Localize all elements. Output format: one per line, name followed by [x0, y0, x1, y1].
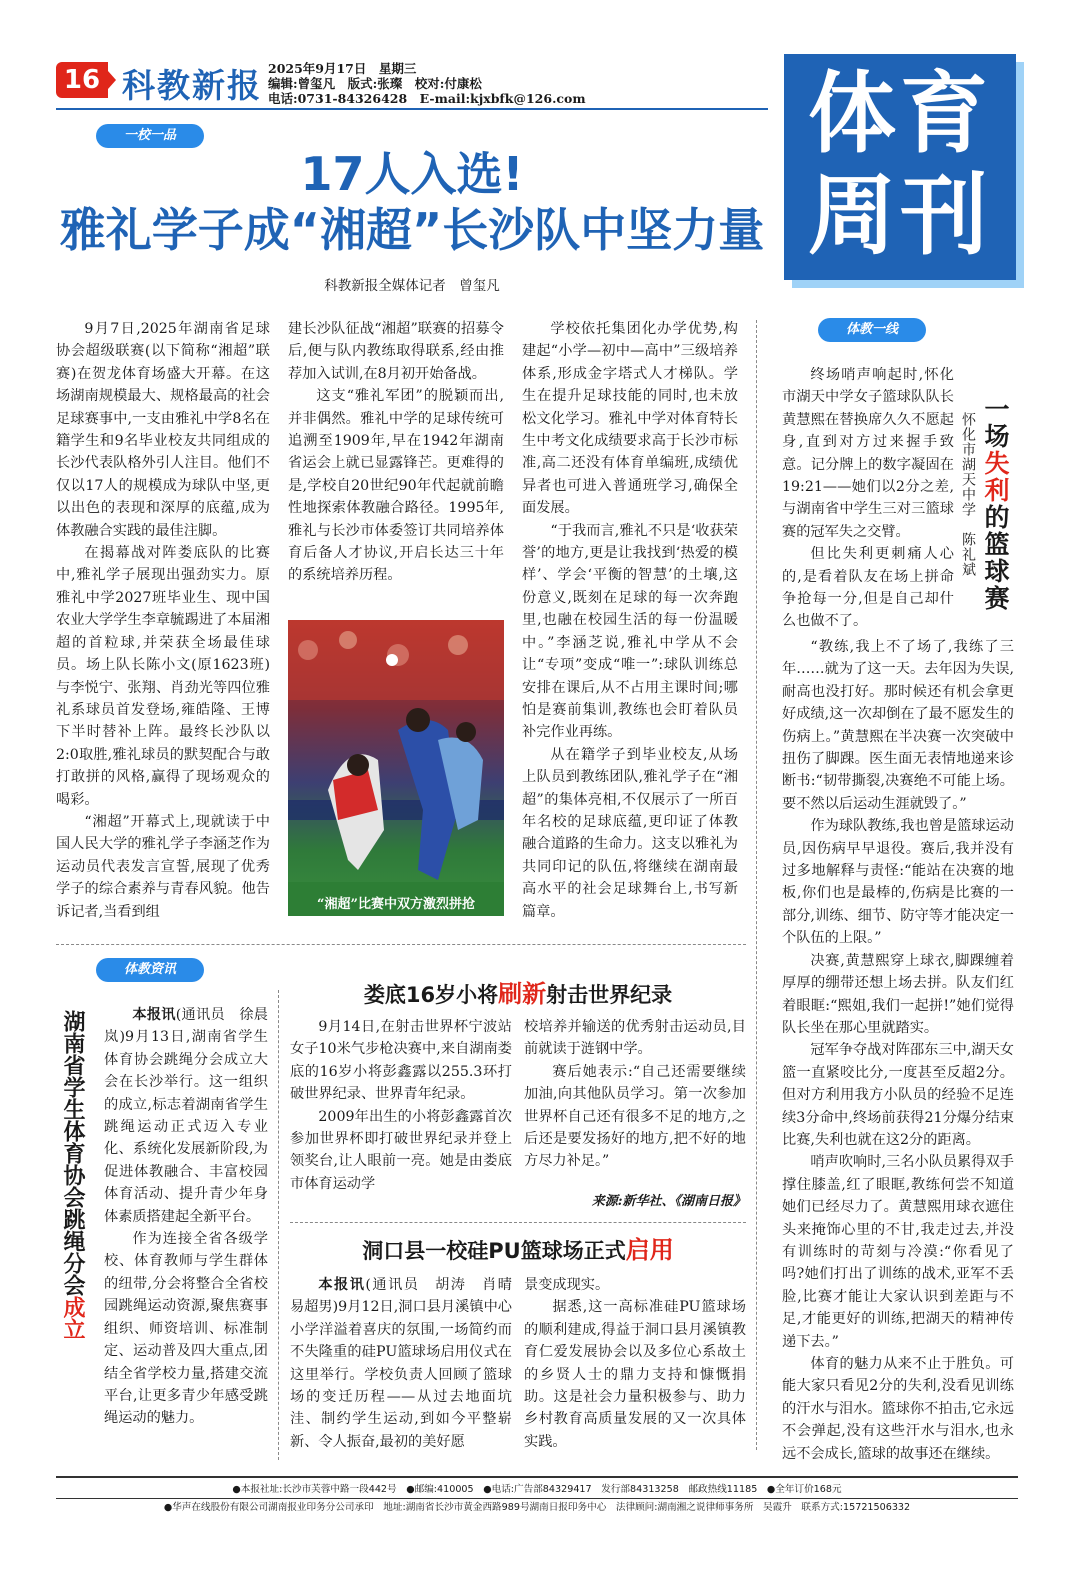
paper-name: 科教新报 [122, 66, 262, 105]
page-number: 16 [63, 65, 101, 95]
court-title-red: 启用 [625, 1236, 674, 1264]
shoot-title-post: 射击世界纪录 [546, 983, 673, 1007]
sidebar-para-3: 决赛,黄慧熙穿上球衣,脚踝缠着厚厚的绷带还想上场去拼。队友们红着眼眶:“熙姐,我们一起拼!”她们觉得队长坐在那心里就踏实。 [782, 952, 1014, 1036]
lead-byline: 科教新报全媒体记者 曾玺凡 [324, 278, 500, 294]
sidebar-tag: 体教一线 [818, 318, 926, 342]
sidebar-para-6: 体育的魅力从来不止于胜负。可能大家只看见2分的失利,没看见训练的汗水与泪水。篮球你不拍击,它永远不会弹起,没有这些汗水与泪水,也永远不会成长,篮球的故事还在继续。 [782, 1356, 1014, 1462]
jump-title-red: 成立 [60, 1296, 85, 1340]
sidebar-para-1: “教练,我上不了场了,我练了三年……就为了这一天。去年因为失误,耐高也没打好。那时候还有机会拿更好成绩,这一次却倒在了最不愿发生的伤病上。”黄慧熙在半决赛一次突破中扭伤了脚踝。医生面无表情地递来诊断书:“韧带撕裂,决赛绝不可能上场。要不然以后运动生涯就毁了。” [782, 639, 1014, 812]
sidebar-lead [782, 364, 954, 642]
lead-col1-para-3: “湘超”开幕式上,现就读于中国人民大学的雅礼学子李涵芝作为运动员代表发言宣誓,展现了优秀学子的综合素养与青春风貌。他告诉记者,当看到组 [56, 813, 270, 920]
jump-title-main: 湖南省学生体育协会跳绳分会 [60, 1010, 85, 1296]
news-inner-divider [278, 990, 279, 1460]
sidebar-title-red: 失利 [981, 450, 1010, 504]
footer-line-2: ●华声在线股份有限公司湖南报业印务分公司承印 地址:湖南省长沙市黄金西路989号湖南日报印务中心 法律顾问:湖南湘之说律师事务所 吴霞升 联系方式:15721506332 [56, 1498, 1018, 1516]
shoot-title-red: 刷新 [498, 980, 547, 1008]
masthead-rule [56, 108, 768, 110]
lead-col3-para-2: “于我而言,雅礼不只是‘收获荣誉’的地方,更是让我找到‘热爱的模样’、学会‘平衡的智慧’的土壤,这份意义,既刻在足球的每一次奔跑里,也融在校园生活的每一份温暖中。”李涵芝说,雅礼中学从不会让“专项”变成“唯一”:球队训练总安排在课后,从不占用主课时间;哪怕是赛前集训,教练也会盯着队员补完作业再练。 [522, 522, 738, 741]
shoot-title [290, 978, 746, 1011]
footer-line-1: ●本报社址:长沙市芙蓉中路一段442号 ●邮编:410005 ●电话:广告部84329417 发行部84313258 邮政热线11185 ●全年订价168元 [232, 1484, 842, 1495]
lead-headline-1: 17人入选! [300, 147, 524, 201]
court-col2-para-1: 景变成现实。 [524, 1277, 610, 1293]
jump-title [58, 1010, 86, 1340]
lead-col1-para-1: 9月7日,2025年湖南省足球协会超级联赛(以下简称“湘超”联赛)在贺龙体育场盛大开幕。在这场湖南规模最大、规格最高的社会足球赛事中,一支由雅礼中学8名在籍学生和9名毕业校友共同组成的长沙代表队格外引人注目。他们不仅以17人的规模成为球队中坚,更以出色的表现和深厚的底蕴,成为体教融合实践的最佳注脚。 [56, 321, 270, 539]
shoot-source: 来源:新华社、《湖南日报》 [591, 1194, 746, 1209]
sidebar-para-5: 哨声吹响时,三名小队员累得双手撑住膝盖,红了眼眶,教练何尝不知道她们已经尽力了。黄慧熙用球衣遮住头来掩饰心里的不甘,我走过去,并没有训练时的苛刻与冷漠:“你看见了吗?她们打出了训练的战术,亚军不丢脸,比赛才能让大家认识到差距与不足,才能更好的训练,把湖天的精神传递下去。” [782, 1154, 1014, 1350]
lead-tag: 一校一品 [96, 124, 204, 148]
photo-caption: “湘超”比赛中双方激烈拼抢 [317, 897, 475, 912]
section-title-line2: 周刊 [807, 164, 992, 267]
lead-column-2 [288, 318, 504, 616]
shoot-col1-para-2: 2009年出生的小将彭鑫露首次参加世界杯即打破世界纪录并登上领奖台,让人眼前一亮。她是由娄底市体育运动学 [290, 1108, 512, 1192]
court-col-2 [524, 1274, 746, 1462]
lead-headline-2: 雅礼学子成“湘超”长沙队中坚力量 [59, 203, 765, 257]
lead-col1-para-2: 在揭幕战对阵娄底队的比赛中,雅礼学子展现出强劲实力。原雅礼中学2027班毕业生、现中国农业大学学生李章毓踢进了本届湘超的首粒球,并荣获全场最佳球员。场上队长陈小文(原1623班)与李悦宁、张翔、肖劲光等四位雅礼系球员首发登场,雍皓隆、王博下半时替补上阵。最终长沙队以2:0取胜,雅礼球员的默契配合与敢打敢拼的风格,赢得了现场观众的喝彩。 [56, 545, 270, 808]
lead-col2-para-2: 这支“雅礼军团”的脱颖而出,并非偶然。雅礼中学的足球传统可追溯至1909年,早在1942年湖南省运会上就已显露锋芒。更难得的是,学校自20世纪90年代起就前瞻性地探索体教融合路径。1995年,雅礼与长沙市体委签订共同培养体育后备人才协议,开启长达三十年的系统培养历程。 [288, 388, 504, 584]
lead-col2-para-1: 建长沙队征战“湘超”联赛的招募令后,便与队内教练取得联系,经由推荐加入试训,在8月初开始备战。 [288, 321, 504, 382]
news-tag: 体教资讯 [96, 958, 204, 982]
sidebar-title-post: 的篮球赛 [981, 504, 1010, 612]
lead-column-3 [522, 318, 738, 920]
jump-para-1-text: (通讯员 徐晨岚)9月13日,湖南省学生体育协会跳绳分会成立大会在长沙举行。这一组织的成立,标志着湖南省学生跳绳运动正式迈入专业化、系统化发展新阶段,为促进体教融合、丰富校园体育活动、提升青少年身体素质搭建起全新平台。 [104, 1007, 268, 1225]
vertical-divider [756, 320, 757, 1450]
court-col2-para-2: 据悉,这一高标准硅PU篮球场的顺利建成,得益于洞口县月溪镇教育仁爱发展协会以及多位心系故土的乡贤人士的鼎力支持和慷慨捐助。这是社会力量积极参与、助力乡村教育高质量发展的又一次具体实践。 [524, 1299, 746, 1450]
photo-players-illustration [288, 620, 504, 916]
shoot-col2-para-2: 赛后她表示:“自己还需要继续加油,向其他队员学习。第一次参加世界杯自己还有很多不足的地方,之后还是要发扬好的地方,把不好的地方尽力补足。” [524, 1063, 746, 1170]
footer [56, 1476, 1018, 1518]
sidebar-body [782, 636, 1014, 1470]
jump-para-2: 作为连接全省各级学校、体育教师与学生群体的纽带,分会将整合全省校园跳绳运动资源,聚焦赛事组织、师资培训、标准制定、运动普及四大重点,团结全省学校力量,搭建交流平台,让更多青少年感受跳绳运动的魅力。 [104, 1231, 268, 1427]
sidebar-lead-para-2: 但比失利更刺痛人心的,是看着队友在场上拼命争抢每一分,但是自己却什么也做不了。 [782, 546, 954, 630]
date-line: 2025年9月17日 星期三 [268, 61, 417, 76]
sidebar-lead-para-1: 终场哨声响起时,怀化市湖天中学女子篮球队队长黄慧熙在替换席久久不愿起身,直到对方过来握手致意。记分牌上的数字凝固在19:21——她们以2分之差,与湖南省中学生三对三篮球赛的冠军失之交臂。 [782, 367, 954, 540]
shoot-col1-para-1: 9月14日,在射击世界杯宁波站女子10米气步枪决赛中,来自湖南娄底的16岁小将彭鑫露以255.3环打破世界纪录、世界青年纪录。 [290, 1019, 512, 1103]
court-title [290, 1234, 746, 1267]
court-col-1 [290, 1274, 527, 1462]
sidebar-title [980, 396, 1010, 612]
court-lead-label: 本报讯 [318, 1277, 366, 1293]
sidebar-author: 怀化市湖天中学 陈礼斌 [960, 412, 976, 577]
news-top-rule [56, 944, 746, 945]
shoot-title-pre: 娄底16岁小将 [363, 983, 499, 1007]
sidebar-title-pre: 一场 [981, 396, 1010, 450]
court-top-rule [290, 1222, 746, 1223]
court-col1-para [290, 1274, 527, 1453]
jump-lead-label: 本报讯 [132, 1007, 176, 1023]
shoot-col-1 [290, 1016, 512, 1212]
lead-col3-para-3: 从在籍学子到毕业校友,从场上队员到教练团队,雅礼学子在“湘超”的集体亮相,不仅展示了一所百年名校的足球底蕴,更印证了体教融合道路的生命力。这支以雅礼为共同印记的队伍,将继续在湖南最高水平的社会足球舞台上,书写新篇章。 [522, 746, 738, 920]
section-title-line1: 体育 [807, 62, 992, 165]
sidebar-para-4: 冠军争夺战对阵邵东三中,湖天女篮一直紧咬比分,一度甚至反超2分。但对方利用我方小队员的经验不足连续3分命中,终场前获得21分爆分结束比赛,失利也就在这2分的距离。 [782, 1042, 1014, 1148]
jump-body [104, 1004, 268, 1464]
court-title-pre: 洞口县一校硅PU篮球场正式 [362, 1239, 626, 1263]
jump-para-1 [104, 1004, 268, 1228]
shoot-col2-para-1: 校培养并输送的优秀射击运动员,目前就读于涟钢中学。 [524, 1019, 746, 1058]
lead-photo [288, 620, 504, 916]
contact-line: 电话:0731-84326428 E-mail:kjxbfk@126.com [268, 91, 586, 106]
editors-line: 编辑:曾玺凡 版式:张璨 校对:付康松 [268, 76, 482, 91]
section-title-block [784, 54, 1016, 280]
shoot-col-2 [524, 1016, 746, 1190]
lead-col3-para-1: 学校依托集团化办学优势,构建起“小学—初中—高中”三级培养体系,形成金字塔式人才梯队。学生在提升足球技能的同时,也未放松文化学习。雅礼中学对体育特长生中考文化成绩要求高于长沙市标准,高二还没有体育单编班,成绩优异者也可进入普通班学习,确保全面发展。 [522, 321, 738, 517]
lead-column-1 [56, 318, 270, 920]
court-col1-text: (通讯员 胡涛 肖晴 易超男)9月12日,洞口县月溪镇中心小学洋溢着喜庆的氛围,一场简约而不失隆重的硅PU篮球场启用仪式在这里举行。学校负责人回顾了篮球场的变迁历程——从过去地面坑洼、制约学生运动,到如今平整崭新、令人振奋,最初的美好愿 [290, 1277, 527, 1450]
sidebar-para-2: 作为球队教练,我也曾是篮球运动员,因伤病早早退役。赛后,我并没有过多地解释与责怪:“能站在决赛的地板,你们也是最棒的,伤病是比赛的一部分,训练、细节、防守等才能决定一个队伍的上限。” [782, 818, 1014, 947]
